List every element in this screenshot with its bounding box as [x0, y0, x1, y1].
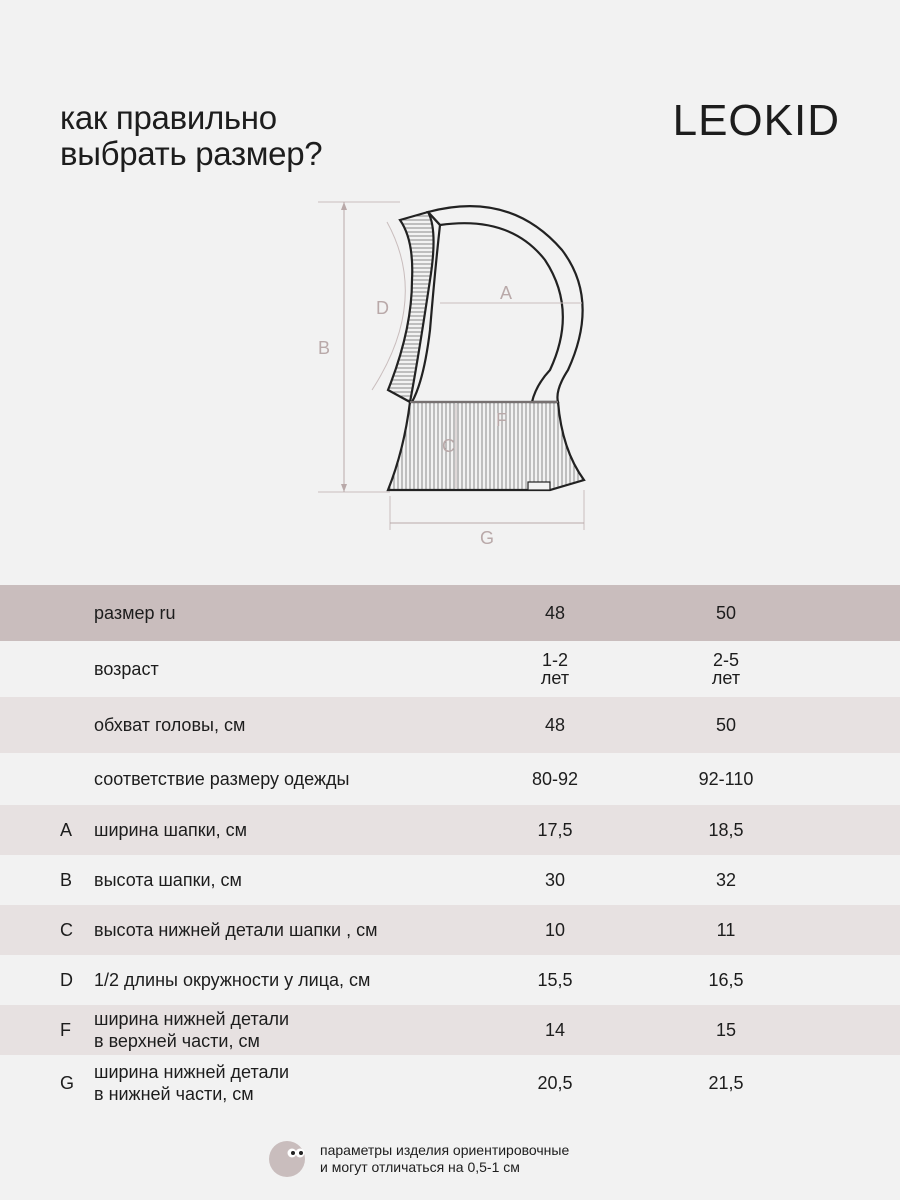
row-size-2: 15 — [715, 1020, 737, 1040]
note-line-1: параметры изделия ориентировочные — [320, 1142, 570, 1158]
label-g: G — [480, 528, 495, 548]
row-size-1: 17,5 — [537, 820, 573, 840]
size-table — [0, 585, 900, 1111]
row-size-1: 48 — [544, 715, 566, 735]
title-line-2: выбрать размер? — [60, 135, 323, 172]
row-letter: F — [60, 1019, 71, 1040]
page-title — [60, 100, 322, 172]
row-size-1: 15,5 — [537, 970, 573, 990]
row-size-1: 14 — [544, 1020, 566, 1040]
brand-logo: LEOKID — [672, 96, 840, 145]
label-d: D — [376, 298, 389, 318]
note-line-2: и могут отличаться на 0,5-1 см — [320, 1159, 520, 1175]
hat-diagram-svg — [300, 190, 620, 560]
title-line-1: как правильно — [60, 99, 277, 136]
row-letter: G — [60, 1072, 75, 1093]
row-size-2: 18,5 — [708, 820, 744, 840]
row-label: 1/2 длины окружности у лица, см — [94, 970, 371, 990]
row-label: высота нижней детали шапки , см — [94, 920, 378, 940]
mascot-icon — [268, 1140, 306, 1178]
header-size-1: 48 — [544, 603, 566, 623]
row-letter: D — [60, 969, 73, 990]
row-size-2: 21,5 — [708, 1073, 744, 1093]
row-size-1: 10 — [544, 920, 566, 940]
label-f: F — [496, 410, 507, 430]
label-c: C — [442, 436, 455, 456]
table-row — [0, 955, 900, 1005]
row-size-2: 16,5 — [708, 970, 744, 990]
hat-diagram — [300, 190, 620, 560]
row-size-2: 32 — [715, 870, 737, 890]
row-size-2: 11 — [716, 920, 736, 940]
label-a: A — [500, 283, 513, 303]
table-row — [0, 855, 900, 905]
table-row — [0, 753, 900, 805]
row-label: обхват головы, см — [94, 715, 246, 735]
row-size-1: 20,5 — [537, 1073, 573, 1093]
row-size-1: 30 — [544, 870, 566, 890]
row-label: ширина нижней детали в нижней части, см — [94, 1062, 290, 1104]
table-row — [0, 905, 900, 955]
row-size-1: 1-2 лет — [540, 650, 570, 688]
row-label: возраст — [94, 659, 159, 679]
header-size-2: 50 — [715, 603, 737, 623]
table-row — [0, 1005, 900, 1055]
label-b: B — [318, 338, 331, 358]
table-row — [0, 1055, 900, 1111]
row-size-2: 92-110 — [698, 769, 754, 789]
row-size-1: 80-92 — [531, 769, 579, 789]
table-row — [0, 697, 900, 753]
row-letter: A — [60, 819, 73, 840]
row-letter: B — [60, 869, 73, 890]
row-size-2: 2-5 лет — [711, 650, 741, 688]
row-label: ширина нижней детали в верхней части, см — [94, 1009, 290, 1051]
row-letter: C — [60, 919, 73, 940]
row-label: соответствие размеру одежды — [94, 769, 350, 789]
row-label: высота шапки, см — [94, 870, 242, 890]
table-row — [0, 805, 900, 855]
table-header-row — [0, 585, 900, 641]
table-row — [0, 641, 900, 697]
row-label: ширина шапки, см — [94, 820, 248, 840]
row-size-2: 50 — [715, 715, 737, 735]
header-label: размер ru — [94, 603, 176, 623]
footnote — [268, 1140, 569, 1178]
